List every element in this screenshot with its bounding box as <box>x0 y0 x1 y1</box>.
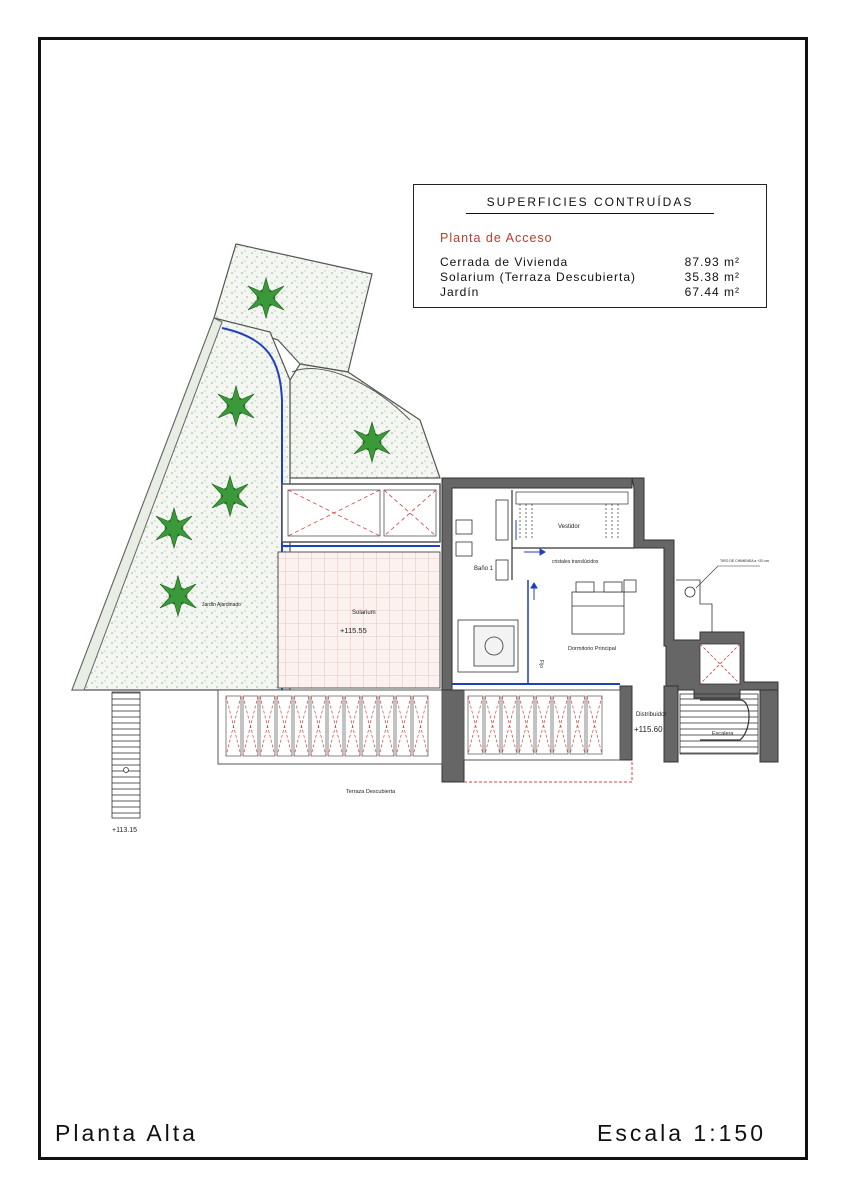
vestidor-wardrobe <box>516 492 628 540</box>
surface-row-value: 87.93 m² <box>684 255 740 269</box>
surface-row-value: 35.38 m² <box>684 270 740 284</box>
terraza-descubierta <box>218 690 632 782</box>
label-bano: Baño 1 <box>474 566 494 572</box>
surfaces-subtitle: Planta de Acceso <box>440 231 553 245</box>
surface-row-value: 67.44 m² <box>684 285 740 299</box>
label-solarium-level: +115.55 <box>340 626 367 635</box>
bed <box>572 580 636 634</box>
label-vestidor: Vestidor <box>558 524 580 530</box>
jacuzzi <box>458 620 518 672</box>
label-stair-level: +113.15 <box>112 827 137 834</box>
label-escalera: Escalera <box>712 731 734 737</box>
plan-title: Planta Alta <box>55 1120 198 1146</box>
label-solarium: Solarium <box>352 610 376 616</box>
plan-scale: Escala 1:150 <box>597 1120 766 1146</box>
access-stair <box>112 692 140 818</box>
label-cristales: cristales translúcidos <box>552 559 599 565</box>
label-jardin: Jardín Ajardinado <box>202 602 241 608</box>
label-dormitorio: Dormitorio Principal <box>568 646 616 652</box>
surface-row-label: Cerrada de Vivienda <box>440 255 569 269</box>
skylights <box>282 484 440 546</box>
title-underline <box>466 213 714 214</box>
surfaces-table <box>413 184 767 308</box>
solarium-floor <box>278 552 440 688</box>
label-fijo: Fijo <box>538 660 544 669</box>
label-terraza: Terraza Descubierta <box>346 789 396 795</box>
label-distribuidor: Distribuidor <box>636 712 667 718</box>
surface-row-label: Solarium (Terraza Descubierta) <box>440 270 637 284</box>
label-chimenea: TIRO DE CHIMENEA a +20 cm <box>720 559 769 563</box>
surfaces-title: SUPERFICIES CONTRUÍDAS <box>486 195 694 209</box>
chimney <box>676 566 760 632</box>
label-distribuidor-level: +115.60 <box>634 725 663 734</box>
surface-row-label: Jardín <box>440 285 480 299</box>
